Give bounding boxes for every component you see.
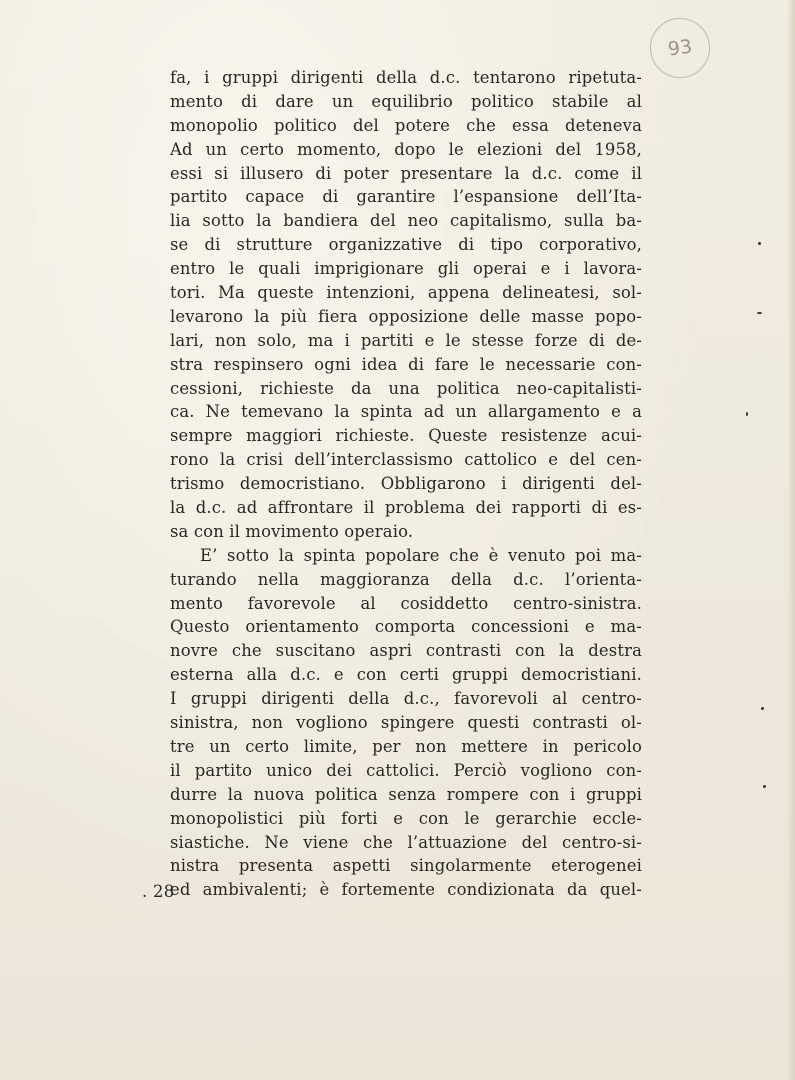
text-line: ed ambivalenti; è fortemente condizionata da quel- (170, 880, 642, 900)
text-line: nistra presenta aspetti singolarmente eterogenei (170, 856, 642, 876)
text-line: tori. Ma queste intenzioni, appena delineatesi, sol- (170, 283, 642, 303)
text-line: mento di dare un equilibrio politico stabile al (170, 91, 642, 111)
text-line: durre la nuova politica senza rompere con i gruppi (170, 784, 642, 804)
text-line: partito capace di garantire l’espansione dell’Ita- (170, 187, 642, 207)
text-line: rono la crisi dell’interclassismo cattolico e del cen- (170, 450, 642, 470)
text-line: sempre maggiori richieste. Queste resistenze acui- (170, 426, 642, 446)
text-line: sa con il movimento operaio. (170, 521, 414, 541)
text-line: esterna alla d.c. e con certi gruppi democristiani. (170, 665, 642, 685)
text-line: fa, i gruppi dirigenti della d.c. tentarono ripetuta- (170, 68, 642, 87)
text-line: E’ sotto la spinta popolare che è venuto poi ma- (200, 545, 642, 565)
text-line: cessioni, richieste da una politica neo-capitalisti- (170, 378, 642, 398)
text-line: Questo orientamento comporta concessioni e ma- (170, 617, 642, 637)
text-line: il partito unico dei cattolici. Perciò vogliono con- (170, 760, 642, 780)
text-line: entro le quali imprigionare gli operai e i lavora- (170, 259, 642, 279)
text-line: Ad un certo momento, dopo le elezioni del 1958, (170, 139, 642, 159)
paper-speck (763, 785, 766, 788)
text-line: lia sotto la bandiera del neo capitalismo, sulla ba- (170, 211, 642, 231)
text-line: mento favorevole al cosiddetto centro-sinistra. (170, 593, 642, 613)
text-line: monopolio politico del potere che essa deteneva (170, 115, 642, 135)
paper-speck (757, 312, 762, 314)
text-line: novre che suscitano aspri contrasti con la destra (170, 641, 642, 661)
text-line: trismo democristiano. Obbligarono i dirigenti del- (170, 474, 642, 494)
text-line: tre un certo limite, per non mettere in pericolo (170, 736, 642, 756)
paper-speck (758, 242, 761, 245)
text-line: siastiche. Ne viene che l’attuazione del centro-si- (170, 832, 642, 852)
text-line: I gruppi dirigenti della d.c., favorevoli al centro- (170, 689, 642, 709)
body-text (170, 66, 642, 902)
page-number: . 28 (142, 882, 175, 901)
paper-speck (746, 412, 748, 416)
page-edge (787, 0, 795, 1080)
text-line: stra respinsero ogni idea di fare le necessarie con- (170, 354, 642, 374)
text-line: sinistra, non vogliono spingere questi contrasti ol- (170, 713, 642, 733)
archive-page-stamp: 93 (646, 14, 714, 82)
paper-speck (761, 707, 764, 710)
text-line: turando nella maggioranza della d.c. l’orienta- (170, 569, 642, 589)
text-line: la d.c. ad affrontare il problema dei rapporti di es- (170, 498, 642, 518)
text-line: se di strutture organizzative di tipo corporativo, (170, 235, 642, 255)
text-line: monopolistici più forti e con le gerarchie eccle- (170, 808, 642, 828)
text-line: levarono la più fiera opposizione delle masse popo- (170, 306, 642, 326)
text-line: essi si illusero di poter presentare la d.c. come il (170, 163, 642, 183)
text-line: ca. Ne temevano la spinta ad un allargamento e a (170, 402, 642, 422)
text-line: lari, non solo, ma i partiti e le stesse forze di de- (170, 330, 642, 350)
